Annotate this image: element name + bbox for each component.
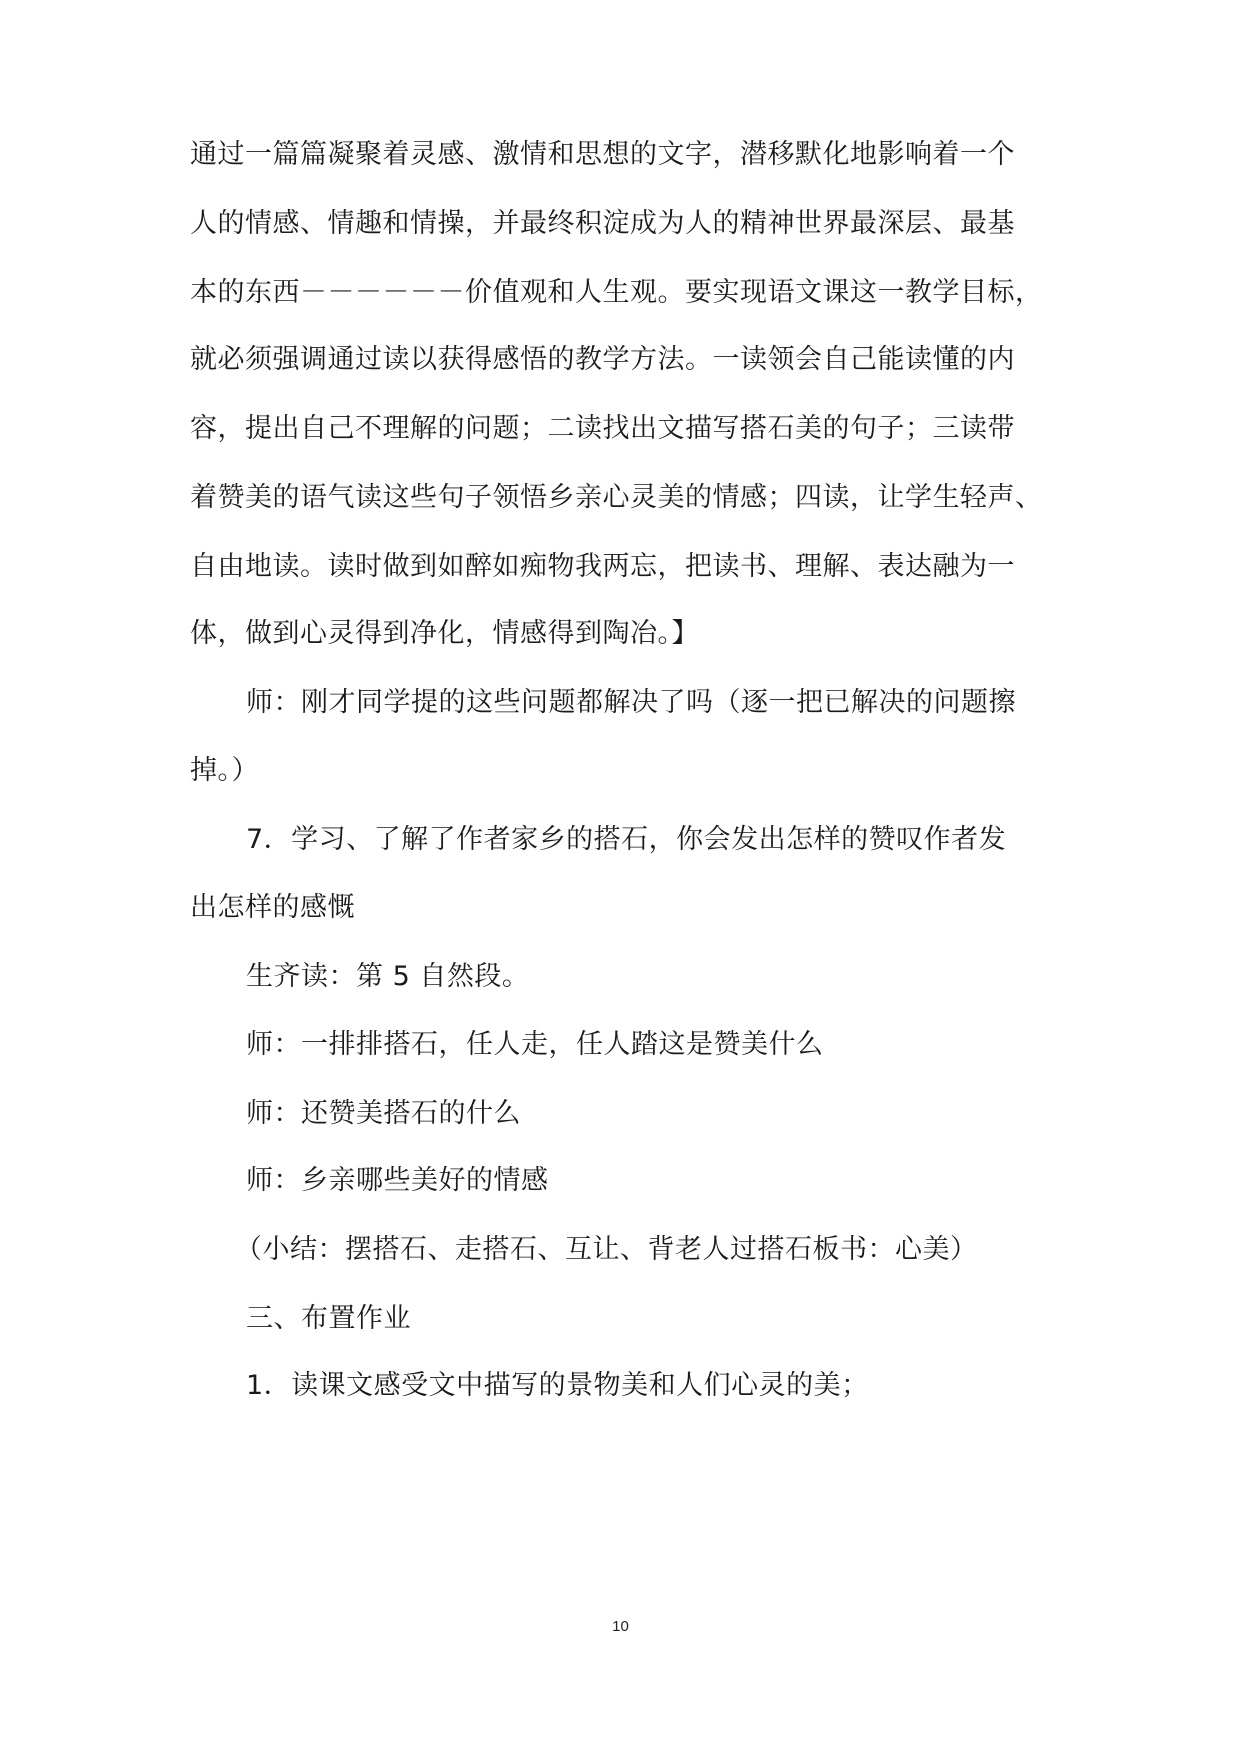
dialogue-line: 师：乡亲哪些美好的情感 [246, 1165, 549, 1196]
text-line: 掉。） [190, 755, 259, 786]
dialogue-line: 师：还赞美搭石的什么 [246, 1098, 521, 1129]
text-line: 容，提出自己不理解的问题；二读找出文描写搭石美的句子；三读带 [190, 413, 1015, 444]
dialogue-line: 师：一排排搭石，任人走，任人踏这是赞美什么 [246, 1029, 824, 1060]
text-line: 通过一篇篇凝聚着灵感、激情和思想的文字，潜移默化地影响着一个 [190, 139, 1015, 170]
text-line: 出怎样的感慨 [190, 892, 355, 923]
text-line: 师：刚才同学提的这些问题都解决了吗（逐一把已解决的问题擦 [246, 687, 1016, 718]
homework-item: 1．读课文感受文中描写的景物美和人们心灵的美； [246, 1370, 869, 1401]
summary-line: （小结：摆搭石、走搭石、互让、背老人过搭石板书：心美） [235, 1234, 978, 1265]
text-line: 着赞美的语气读这些句子领悟乡亲心灵美的情感；四读，让学生轻声、 [190, 482, 1043, 513]
text-line: 本的东西－－－－－－价值观和人生观。要实现语文课这一教学目标， [190, 277, 1043, 308]
dialogue-line: 生齐读：第 5 自然段。 [246, 961, 530, 992]
text-line: 体，做到心灵得到净化，情感得到陶冶。】 [190, 618, 699, 649]
text-line: 7．学习、了解了作者家乡的搭石，你会发出怎样的赞叹作者发 [246, 824, 1007, 855]
text-line: 就必须强调通过读以获得感悟的教学方法。一读领会自己能读懂的内 [190, 344, 1015, 375]
section-heading: 三、布置作业 [246, 1303, 411, 1334]
text-line: 自由地读。读时做到如醉如痴物我两忘，把读书、理解、表达融为一 [190, 551, 1015, 582]
page-number: 10 [612, 1618, 629, 1635]
text-line: 人的情感、情趣和情操，并最终积淀成为人的精神世界最深层、最基 [190, 208, 1015, 239]
